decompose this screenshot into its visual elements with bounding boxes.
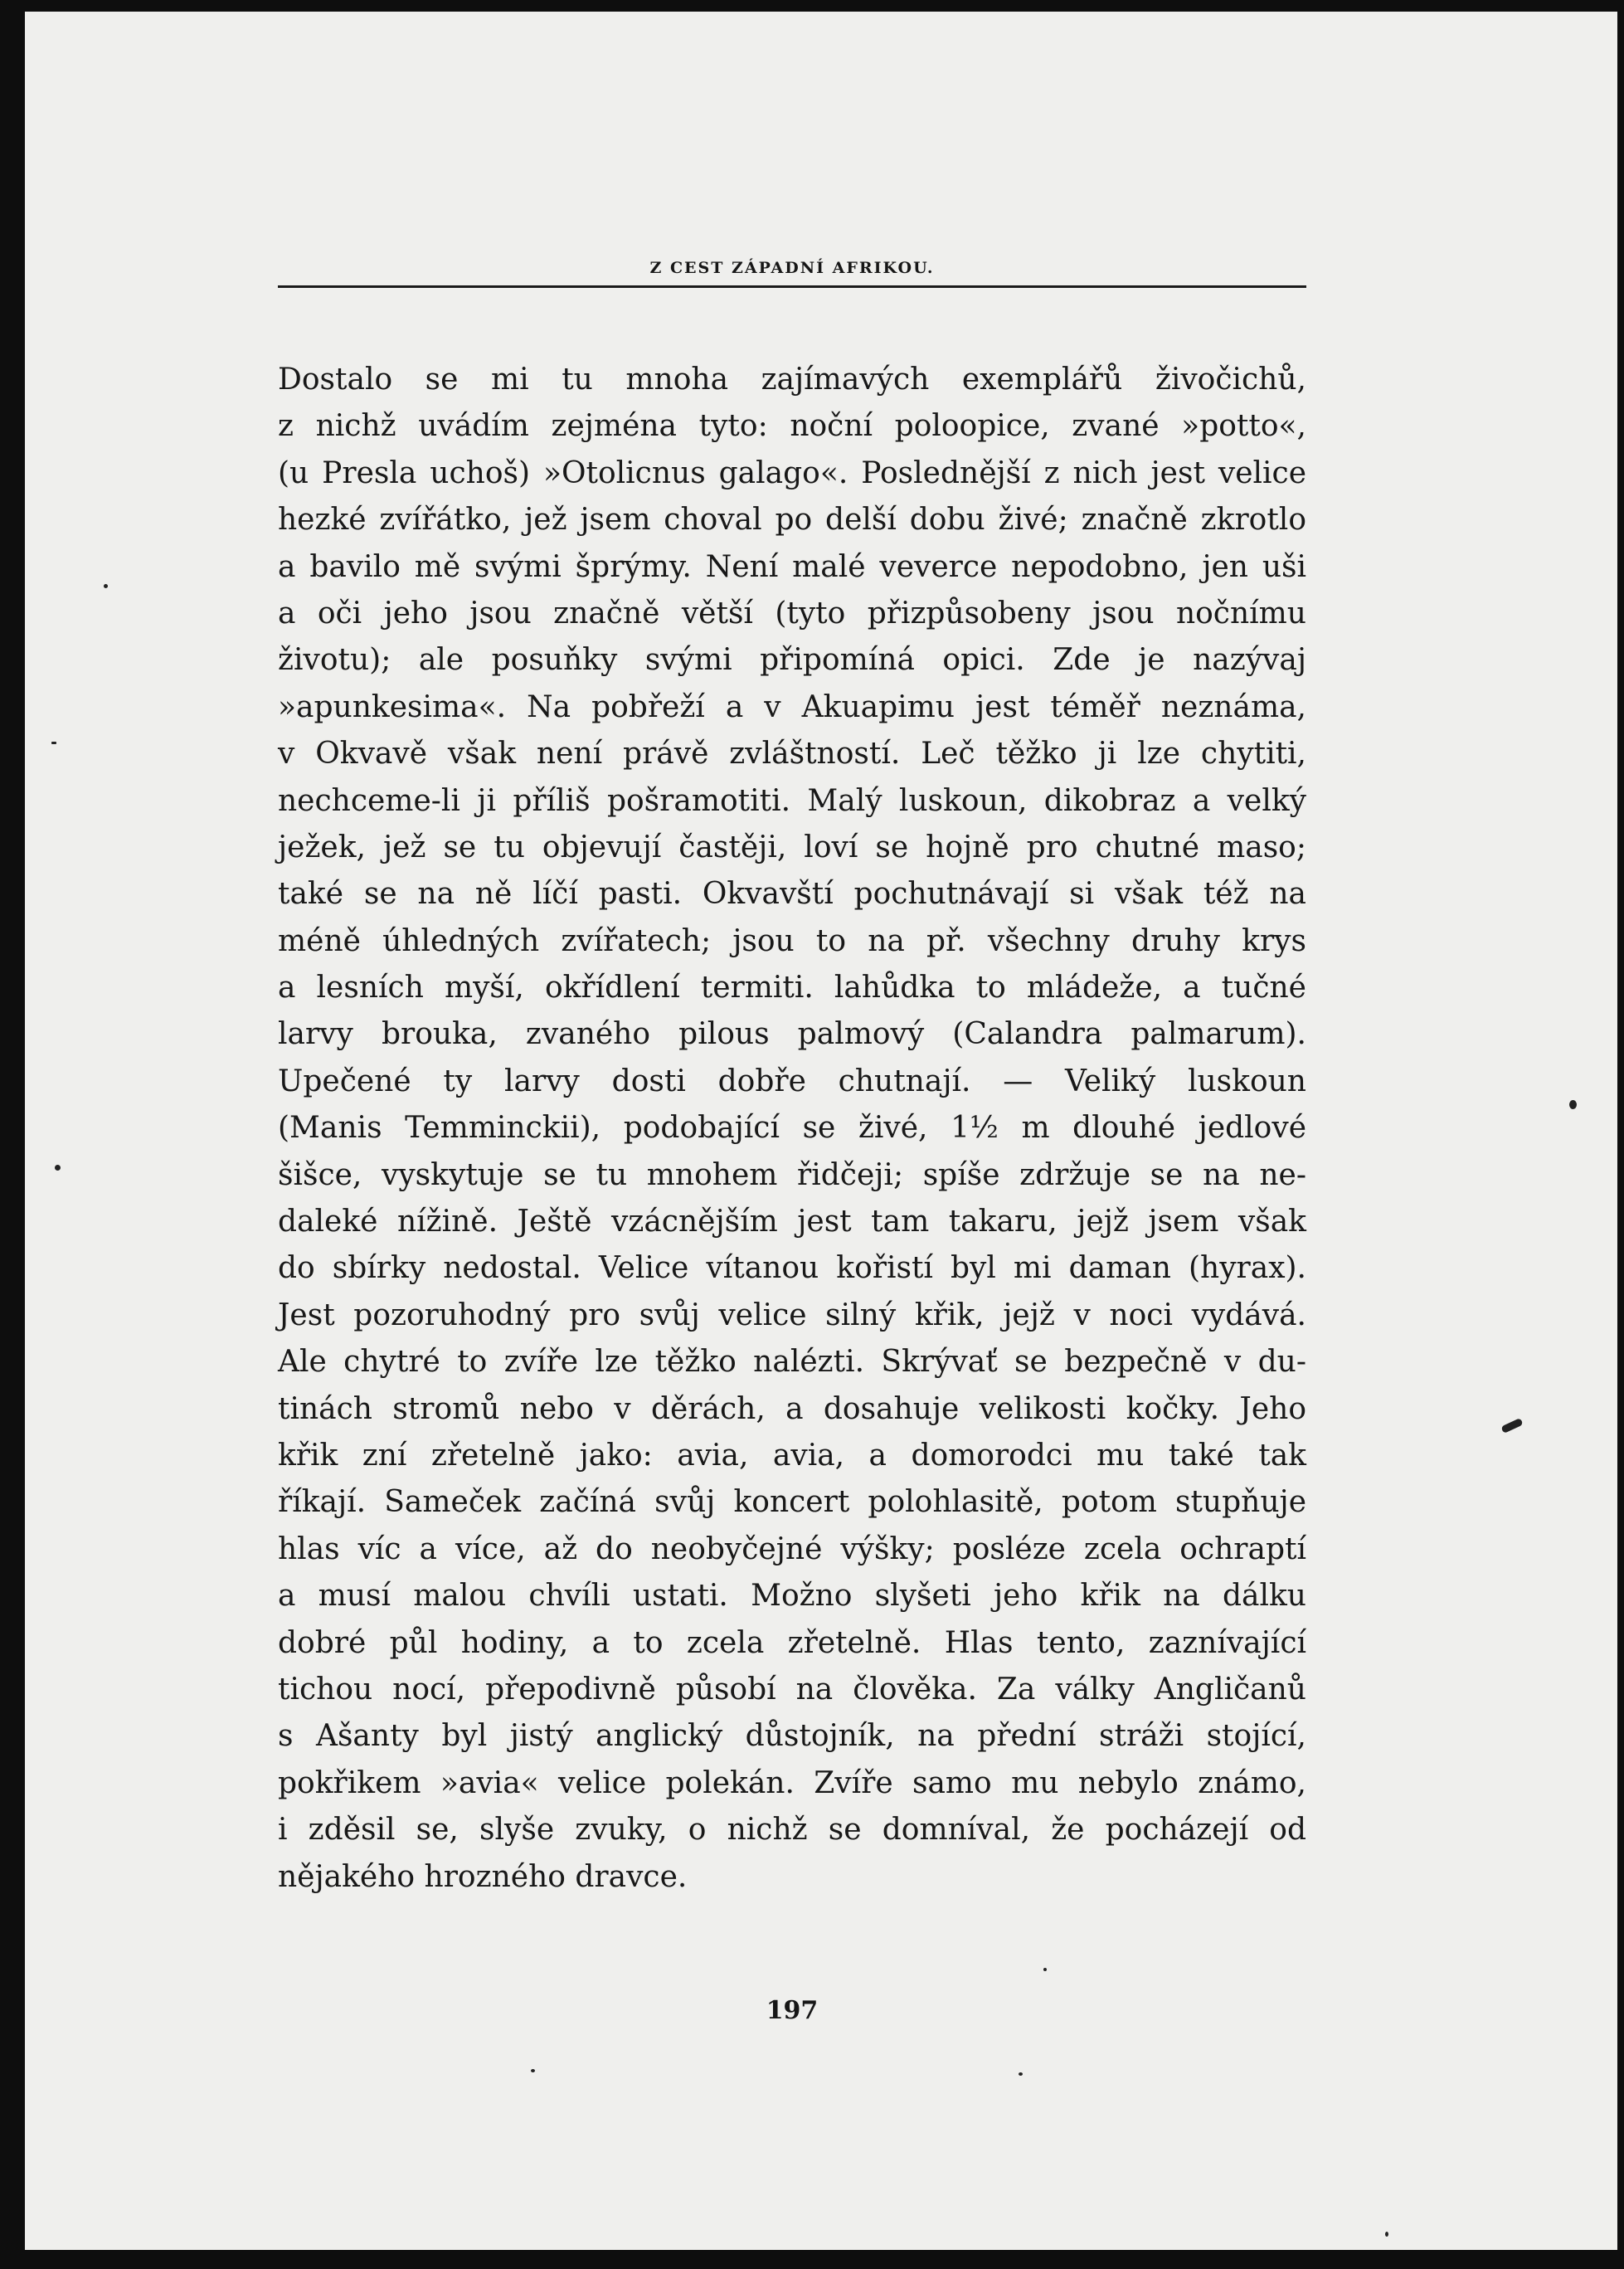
ink-speck [1043,1968,1047,1971]
text-line: s Ašanty byl jistý anglický důstojník, na přední stráži stojící, [278,1719,1306,1754]
text-line: méně úhledných zvířatech; jsou to na př. všechny druhy krys [278,923,1306,958]
text-line: hlas víc a více, až do neobyčejné výšky; posléze zcela ochraptí [278,1531,1306,1566]
text-line: daleké nížině. Ještě vzácnějším jest tam takaru, jejž jsem však [278,1205,1306,1239]
text-line: »apunkesima«. Na pobřeží a v Akuapimu jest téměř neznáma, [278,689,1306,724]
text-line: a lesních myší, okřídlení termiti. lahůdka to mládeže, a tučné [278,971,1306,1005]
text-line: a bavilo mě svými šprýmy. Není malé veverce nepodobno, jen uši [278,549,1306,584]
text-line: Ale chytré to zvíře lze těžko nalézti. Skrývať se bezpečně v du- [278,1345,1306,1380]
text-line: a oči jeho jsou značně větší (tyto přizpůsobeny jsou nočnímu [278,596,1306,631]
text-line: larvy brouka, zvaného pilous palmový (Calandra palmarum). [278,1017,1306,1052]
text-line: hezké zvířátko, jež jsem choval po delší dobu živé; značně zkrotlo [278,503,1306,538]
running-head: Z CEST ZÁPADNÍ AFRIKOU. [649,259,935,277]
ink-speck [1569,1100,1577,1109]
text-line: pokřikem »avia« velice polekán. Zvíře samo mu nebylo známo, [278,1765,1306,1800]
text-line: šišce, vyskytuje se tu mnohem řidčeji; spíše zdržuje se na ne- [278,1157,1306,1192]
book-page [25,12,1617,2250]
text-line: v Okvavě však není právě zvláštností. Leč těžko ji lze chytiti, [278,737,1306,772]
text-line: dobré půl hodiny, a to zcela zřetelně. Hlas tento, zaznívající [278,1625,1306,1660]
ink-speck [51,742,56,744]
text-line: nechceme-li ji příliš pošramotiti. Malý luskoun, dikobraz a velký [278,783,1306,818]
text-line-last: nějakého hrozného dravce. [278,1859,688,1894]
text-line: tichou nocí, přepodivně působí na člověka. Za války Angličanů [278,1672,1306,1707]
page-number: 197 [766,1996,819,2025]
ink-speck [1500,1418,1523,1434]
text-line: i zděsil se, slyše zvuky, o nichž se domníval, že pocházejí od [278,1813,1306,1848]
ink-speck [104,584,108,588]
text-line: a musí malou chvíli ustati. Možno slyšeti jeho křik na dálku [278,1579,1306,1614]
ink-speck [1019,2072,1023,2076]
text-line: z nichž uvádím zejména tyto: noční poloopice, zvané »potto«, [278,409,1306,444]
text-line: Dostalo se mi tu mnoha zajímavých exemplářů živočichů, [278,363,1306,397]
text-line: také se na ně líčí pasti. Okvavští pochutnávají si však též na [278,877,1306,912]
text-line: tinách stromů nebo v děrách, a dosahuje velikosti kočky. Jeho [278,1391,1306,1426]
ink-speck [531,2069,535,2072]
header-rule [278,285,1306,288]
text-line: ježek, jež se tu objevují častěji, loví se hojně pro chutné maso; [278,830,1306,864]
body-paragraph [278,357,1306,1901]
text-line: životu); ale posuňky svými připomíná opici. Zde je nazývaj [278,643,1306,678]
ink-speck [1385,2232,1388,2237]
text-line: (u Presla uchoš) »Otolicnus galago«. Poslednější z nich jest velice [278,455,1306,490]
text-line: (Manis Temminckii), podobající se živé, 1½ m dlouhé jedlové [278,1111,1306,1146]
text-line: křik zní zřetelně jako: avia, avia, a domorodci mu také tak [278,1438,1306,1473]
text-line: říkají. Sameček začíná svůj koncert polohlasitě, potom stupňuje [278,1485,1306,1520]
ink-speck [55,1165,61,1171]
text-line: Upečené ty larvy dosti dobře chutnají. — Veliký luskoun [278,1064,1306,1098]
text-line: Jest pozoruhodný pro svůj velice silný křik, jejž v noci vydává. [278,1298,1306,1332]
text-line: do sbírky nedostal. Velice vítanou kořistí byl mi daman (hyrax). [278,1251,1306,1286]
